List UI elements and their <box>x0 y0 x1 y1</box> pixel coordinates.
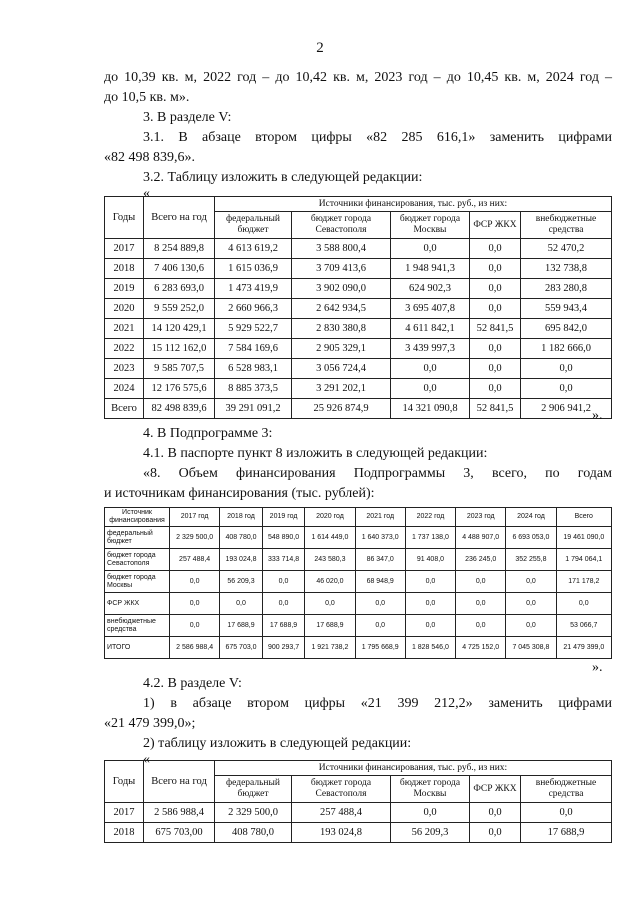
table-cell: 559 943,4 <box>521 299 612 319</box>
table-cell: 2022 <box>105 339 144 359</box>
table-cell: 675 703,0 <box>220 637 263 659</box>
paragraph-item-8a: «8. Объем финансирования Подпрограммы 3, всего, по годам <box>143 466 612 481</box>
page-number: 2 <box>316 40 324 56</box>
table-cell: 0,0 <box>355 593 405 615</box>
table-cell: 0,0 <box>506 615 556 637</box>
table-cell: 17 688,9 <box>262 615 305 637</box>
table-row <box>105 803 612 823</box>
table-cell: 0,0 <box>456 615 506 637</box>
paragraph-4: 4. В Подпрограмме 3: <box>143 426 273 441</box>
table-cell: 1 640 373,0 <box>355 527 405 549</box>
table-cell: 9 559 252,0 <box>144 299 215 319</box>
header-federal: федеральный бюджет <box>215 212 292 239</box>
table-cell: 14 321 090,8 <box>391 399 470 419</box>
table-row <box>105 339 612 359</box>
financing-table-2 <box>104 507 612 659</box>
table-cell: ФСР ЖКХ <box>105 593 170 615</box>
table-cell: 408 780,0 <box>215 823 292 843</box>
table-cell: 257 488,4 <box>292 803 391 823</box>
table-row <box>105 823 612 843</box>
table-cell: 0,0 <box>391 803 470 823</box>
header-offbudget: внебюджетные средства <box>521 776 612 803</box>
header-col: 2018 год <box>220 508 263 527</box>
table-cell: 7 045 308,8 <box>506 637 556 659</box>
table-cell: 408 780,0 <box>220 527 263 549</box>
table-cell: 0,0 <box>470 359 521 379</box>
table-cell: 4 613 619,2 <box>215 239 292 259</box>
table-cell: 8 885 373,5 <box>215 379 292 399</box>
table-cell: 548 890,0 <box>262 527 305 549</box>
header-col: 2020 год <box>305 508 355 527</box>
header-total: Всего на год <box>144 197 215 239</box>
table-cell: 3 439 997,3 <box>391 339 470 359</box>
table-cell: 0,0 <box>405 615 455 637</box>
table-cell: Всего <box>105 399 144 419</box>
table-cell: 2018 <box>105 259 144 279</box>
table-cell: 1 182 666,0 <box>521 339 612 359</box>
header-col: 2017 год <box>170 508 220 527</box>
table-cell: 2023 <box>105 359 144 379</box>
header-col: 2022 год <box>405 508 455 527</box>
table-cell: 1 737 138,0 <box>405 527 455 549</box>
table-cell: 243 580,3 <box>305 549 355 571</box>
table-cell: 82 498 839,6 <box>144 399 215 419</box>
table-3-body <box>105 803 612 843</box>
close-quote-2: ». <box>592 660 603 675</box>
table-cell: 0,0 <box>391 379 470 399</box>
table-cell: 0,0 <box>391 239 470 259</box>
close-quote-1: ». <box>592 408 603 423</box>
table-cell: 25 926 874,9 <box>292 399 391 419</box>
table-cell: 53 066,7 <box>556 615 611 637</box>
table-cell: 2017 <box>105 803 144 823</box>
table-cell: 3 902 090,0 <box>292 279 391 299</box>
table-cell: 0,0 <box>405 571 455 593</box>
table-1-body <box>105 239 612 419</box>
paragraph-3-1a: 3.1. В абзаце втором цифры «82 285 616,1» заменить цифрами <box>143 130 612 145</box>
table-cell: 0,0 <box>170 571 220 593</box>
table-cell: 193 024,8 <box>292 823 391 843</box>
header-col: 2021 год <box>355 508 405 527</box>
table-cell: 2 905 329,1 <box>292 339 391 359</box>
table-cell: 2 586 988,4 <box>170 637 220 659</box>
table-2-body <box>105 527 612 659</box>
table-row <box>105 319 612 339</box>
table-cell: 0,0 <box>470 239 521 259</box>
table-cell: бюджет города Севастополя <box>105 549 170 571</box>
table-cell: 0,0 <box>506 593 556 615</box>
table-cell: 0,0 <box>170 593 220 615</box>
header-sevastopol: бюджет города Севастополя <box>292 776 391 803</box>
header-years: Годы <box>105 761 144 803</box>
table-cell: 2017 <box>105 239 144 259</box>
table-cell: 900 293,7 <box>262 637 305 659</box>
table-cell: 12 176 575,6 <box>144 379 215 399</box>
paragraph-section-v: 3. В разделе V: <box>143 110 232 125</box>
table-cell: 0,0 <box>456 571 506 593</box>
table-cell: 2024 <box>105 379 144 399</box>
table-cell: внебюджетные средства <box>105 615 170 637</box>
table-cell: 68 948,9 <box>355 571 405 593</box>
header-total: Всего на год <box>144 761 215 803</box>
table-cell: 3 056 724,4 <box>292 359 391 379</box>
table-row <box>105 279 612 299</box>
table-cell: 2 586 988,4 <box>144 803 215 823</box>
table-cell: 17 688,9 <box>220 615 263 637</box>
table-cell: 17 688,9 <box>305 615 355 637</box>
table-row <box>105 359 612 379</box>
table-cell: 1 795 668,9 <box>355 637 405 659</box>
table-cell: 132 738,8 <box>521 259 612 279</box>
header-federal: федеральный бюджет <box>215 776 292 803</box>
table-cell: 0,0 <box>521 359 612 379</box>
table-row <box>105 615 612 637</box>
table-cell: 6 283 693,0 <box>144 279 215 299</box>
table-cell: 14 120 429,1 <box>144 319 215 339</box>
table-row <box>105 549 612 571</box>
table-cell: 7 406 130,6 <box>144 259 215 279</box>
table-cell: 56 209,3 <box>220 571 263 593</box>
paragraph-3-2: 3.2. Таблицу изложить в следующей редакции: <box>143 170 423 185</box>
table-cell: 2 660 966,3 <box>215 299 292 319</box>
table-cell: 4 488 907,0 <box>456 527 506 549</box>
table-cell: 0,0 <box>470 823 521 843</box>
header-years: Годы <box>105 197 144 239</box>
table-cell: 0,0 <box>170 615 220 637</box>
table-cell: 56 209,3 <box>391 823 470 843</box>
table-cell: 86 347,0 <box>355 549 405 571</box>
header-col: 2019 год <box>262 508 305 527</box>
table-cell: 695 842,0 <box>521 319 612 339</box>
table-cell: 1 614 449,0 <box>305 527 355 549</box>
table-cell: 0,0 <box>405 593 455 615</box>
table-cell: 0,0 <box>506 571 556 593</box>
table-cell: 0,0 <box>262 571 305 593</box>
table-cell: ИТОГО <box>105 637 170 659</box>
table-cell: 4 725 152,0 <box>456 637 506 659</box>
header-fsr: ФСР ЖКХ <box>470 212 521 239</box>
table-cell: 52 841,5 <box>470 319 521 339</box>
table-cell: 0,0 <box>556 593 611 615</box>
table-cell: 46 020,0 <box>305 571 355 593</box>
table-cell: 15 112 162,0 <box>144 339 215 359</box>
table-cell: бюджет города Москвы <box>105 571 170 593</box>
table-cell: 236 245,0 <box>456 549 506 571</box>
header-source: Источник финансирования <box>105 508 170 527</box>
table-cell: 1 921 738,2 <box>305 637 355 659</box>
table-cell: 0,0 <box>391 359 470 379</box>
paragraph-3-1b: «82 498 839,6». <box>104 150 195 165</box>
table-row <box>105 527 612 549</box>
paragraph-4-2: 4.2. В разделе V: <box>143 676 242 691</box>
table-cell: 5 929 522,7 <box>215 319 292 339</box>
table-cell: 257 488,4 <box>170 549 220 571</box>
table-cell: 624 902,3 <box>391 279 470 299</box>
table-2-header <box>105 508 612 527</box>
table-cell: 0,0 <box>521 803 612 823</box>
table-cell: 2 906 941,2 <box>521 399 612 419</box>
table-cell: 52 841,5 <box>470 399 521 419</box>
table-cell: 2 329 500,0 <box>170 527 220 549</box>
table-cell: 2020 <box>105 299 144 319</box>
table-cell: 1 828 546,0 <box>405 637 455 659</box>
table-cell: 283 280,8 <box>521 279 612 299</box>
table-row <box>105 239 612 259</box>
table-cell: 2018 <box>105 823 144 843</box>
table-cell: 6 693 053,0 <box>506 527 556 549</box>
table-cell: 2019 <box>105 279 144 299</box>
table-cell: 2 642 934,5 <box>292 299 391 319</box>
table-row <box>105 571 612 593</box>
open-quote-2: « <box>143 752 150 767</box>
table-cell: 1 473 419,9 <box>215 279 292 299</box>
table-cell: 0,0 <box>470 279 521 299</box>
table-cell: 2 329 500,0 <box>215 803 292 823</box>
financing-table-1 <box>104 196 612 419</box>
table-cell: 52 470,2 <box>521 239 612 259</box>
table-cell: 0,0 <box>470 339 521 359</box>
table-cell: 2 830 380,8 <box>292 319 391 339</box>
table-cell: 3 588 800,4 <box>292 239 391 259</box>
table-cell: 3 695 407,8 <box>391 299 470 319</box>
table-row <box>105 379 612 399</box>
table-cell: 0,0 <box>470 803 521 823</box>
paragraph-4-1: 4.1. В паспорте пункт 8 изложить в следующей редакции: <box>143 446 488 461</box>
table-cell: 9 585 707,5 <box>144 359 215 379</box>
paragraph-4-2-1a: 1) в абзаце втором цифры «21 399 212,2» заменить цифрами <box>143 696 612 711</box>
table-cell: 4 611 842,1 <box>391 319 470 339</box>
header-col: Всего <box>556 508 611 527</box>
table-cell: 21 479 399,0 <box>556 637 611 659</box>
header-moscow: бюджет города Москвы <box>391 776 470 803</box>
open-quote-1: « <box>143 186 150 201</box>
table-row <box>105 299 612 319</box>
header-sources: Источники финансирования, тыс. руб., из них: <box>215 197 612 212</box>
paragraph-4-2-1b: «21 479 399,0»; <box>104 716 196 731</box>
paragraph-item-8b: и источникам финансирования (тыс. рублей): <box>104 486 375 501</box>
header-sources: Источники финансирования, тыс. руб., из них: <box>215 761 612 776</box>
table-cell: 0,0 <box>470 299 521 319</box>
table-cell: 171 178,2 <box>556 571 611 593</box>
table-cell: 352 255,8 <box>506 549 556 571</box>
table-cell: 39 291 091,2 <box>215 399 292 419</box>
header-moscow: бюджет города Москвы <box>391 212 470 239</box>
table-cell: 7 584 169,6 <box>215 339 292 359</box>
table-cell: 19 461 090,0 <box>556 527 611 549</box>
table-cell: 333 714,8 <box>262 549 305 571</box>
table-row <box>105 637 612 659</box>
table-cell: 0,0 <box>456 593 506 615</box>
table-cell: 1 948 941,3 <box>391 259 470 279</box>
table-cell: 3 709 413,6 <box>292 259 391 279</box>
table-cell: 0,0 <box>355 615 405 637</box>
table-cell: 6 528 983,1 <box>215 359 292 379</box>
table-cell: 1 615 036,9 <box>215 259 292 279</box>
table-cell: 0,0 <box>521 379 612 399</box>
table-cell: 1 794 064,1 <box>556 549 611 571</box>
paragraph-1a: до 10,39 кв. м, 2022 год – до 10,42 кв. м, 2023 год – до 10,45 кв. м, 2024 год – <box>104 70 612 85</box>
table-cell: 675 703,00 <box>144 823 215 843</box>
header-col: 2024 год <box>506 508 556 527</box>
table-cell: 8 254 889,8 <box>144 239 215 259</box>
table-cell: 91 408,0 <box>405 549 455 571</box>
table-cell: 0,0 <box>470 259 521 279</box>
header-sevastopol: бюджет города Севастополя <box>292 212 391 239</box>
header-offbudget: внебюджетные средства <box>521 212 612 239</box>
table-row <box>105 259 612 279</box>
table-cell: 0,0 <box>220 593 263 615</box>
table-cell: 0,0 <box>305 593 355 615</box>
paragraph-4-2-2: 2) таблицу изложить в следующей редакции: <box>143 736 412 751</box>
table-cell: 0,0 <box>470 379 521 399</box>
table-cell: 0,0 <box>262 593 305 615</box>
header-col: 2023 год <box>456 508 506 527</box>
financing-table-3 <box>104 760 612 843</box>
table-cell: федеральный бюджет <box>105 527 170 549</box>
header-fsr: ФСР ЖКХ <box>470 776 521 803</box>
table-cell: 2021 <box>105 319 144 339</box>
table-cell: 3 291 202,1 <box>292 379 391 399</box>
table-cell: 193 024,8 <box>220 549 263 571</box>
table-row <box>105 399 612 419</box>
paragraph-1b: до 10,5 кв. м». <box>104 90 190 105</box>
table-cell: 17 688,9 <box>521 823 612 843</box>
table-row <box>105 593 612 615</box>
